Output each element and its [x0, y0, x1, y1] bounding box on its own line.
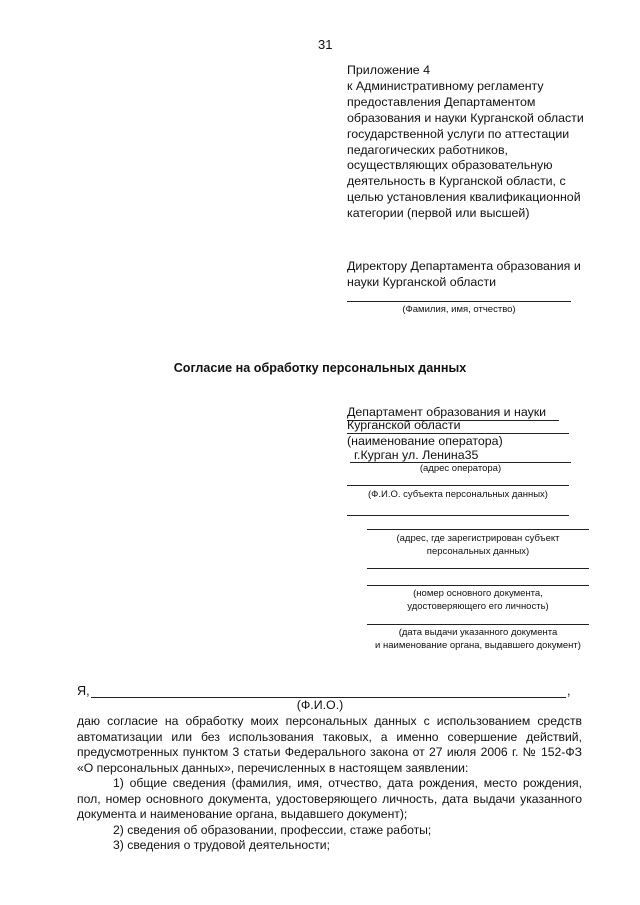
addressee-line: науки Курганской области: [347, 275, 497, 289]
appendix-line: осуществляющих образовательную: [347, 158, 553, 173]
consent-item-1: 1) общие сведения (фамилия, имя, отчество, дата рождения, место рождения,: [113, 776, 582, 790]
registration-caption-1: (адрес, где зарегистрирован субъект: [396, 533, 560, 544]
registration-line-2: [367, 529, 589, 530]
operator-name-caption: (наименование оператора): [347, 434, 503, 448]
issue-caption-2: и наименование органа, выдавшего документ): [375, 640, 581, 651]
appendix-line: деятельность в Курганской области, с: [347, 174, 566, 189]
declarant-fio-caption: (Ф.И.О.): [296, 698, 344, 712]
document-line-1: [367, 568, 589, 569]
appendix-line: к Административному регламенту: [347, 78, 544, 93]
addressee-fio-line: [347, 301, 571, 302]
consent-line: автоматизации или без использования таковых, а именно совершение действий,: [77, 729, 582, 744]
subject-fio-caption: (Ф.И.О. субъекта персональных данных): [368, 489, 548, 500]
appendix-line: Приложение 4: [347, 63, 431, 77]
consent-text: [77, 714, 582, 854]
consent-line: предусмотренных пунктом 3 статьи Федерального закона от 27 июля 2006 г. № 152-ФЗ: [77, 745, 582, 759]
page-number: 31: [318, 37, 333, 52]
appendix-line: государственной услуги по аттестации: [347, 126, 570, 141]
appendix-header: [347, 63, 637, 222]
operator-address: г.Курган ул. Ленина35: [354, 448, 479, 462]
appendix-line: предоставления Департаментом: [347, 94, 536, 109]
issue-line: [367, 624, 589, 625]
appendix-line: образования и науки Курганской области: [347, 110, 584, 125]
document-line-2: [367, 585, 589, 586]
issue-caption-1: (дата выдачи указанного документа: [398, 627, 558, 638]
registration-caption-2: персональных данных): [426, 546, 530, 557]
appendix-line: педагогических работников,: [347, 142, 508, 157]
subject-fio-line: [347, 485, 569, 486]
addressee-fio-caption: (Фамилия, имя, отчество): [402, 304, 516, 315]
document-title: Согласие на обработку персональных данных: [173, 361, 467, 375]
addressee-line: Директору Департамента образования и: [347, 259, 581, 273]
consent-line: даю согласие на обработку моих персональных данных с использованием средств: [77, 714, 582, 728]
consent-item-1-cont: документа и наименование органа, выдавшего документ);: [77, 807, 408, 821]
consent-item-1-cont: пол, номер основного документа, удостоверяющего личность, дата выдачи указанного: [77, 791, 582, 806]
appendix-line: целью установления квалификационной: [347, 190, 581, 205]
operator-name-line1: Департамент образования и науки: [347, 405, 547, 419]
operator-name-line2: Курганской области: [347, 418, 461, 432]
registration-line-1: [347, 515, 569, 516]
consent-item-2: 2) сведения об образовании, профессии, стаже работы;: [113, 822, 432, 837]
consent-item-3: 3) сведения о трудовой деятельности;: [113, 838, 330, 852]
appendix-line: категории (первой или высшей): [347, 206, 530, 221]
consent-line: «О персональных данных», перечисленных в настоящем заявлении:: [77, 760, 469, 775]
addressee: [347, 258, 581, 290]
document-caption-1: (номер основного документа,: [413, 588, 543, 599]
document-caption-2: удостоверяющего его личность): [407, 601, 549, 612]
operator-address-caption: (адрес оператора): [419, 463, 502, 474]
declarant-comma: ,: [567, 684, 571, 698]
declarant-label: Я,: [77, 684, 90, 698]
